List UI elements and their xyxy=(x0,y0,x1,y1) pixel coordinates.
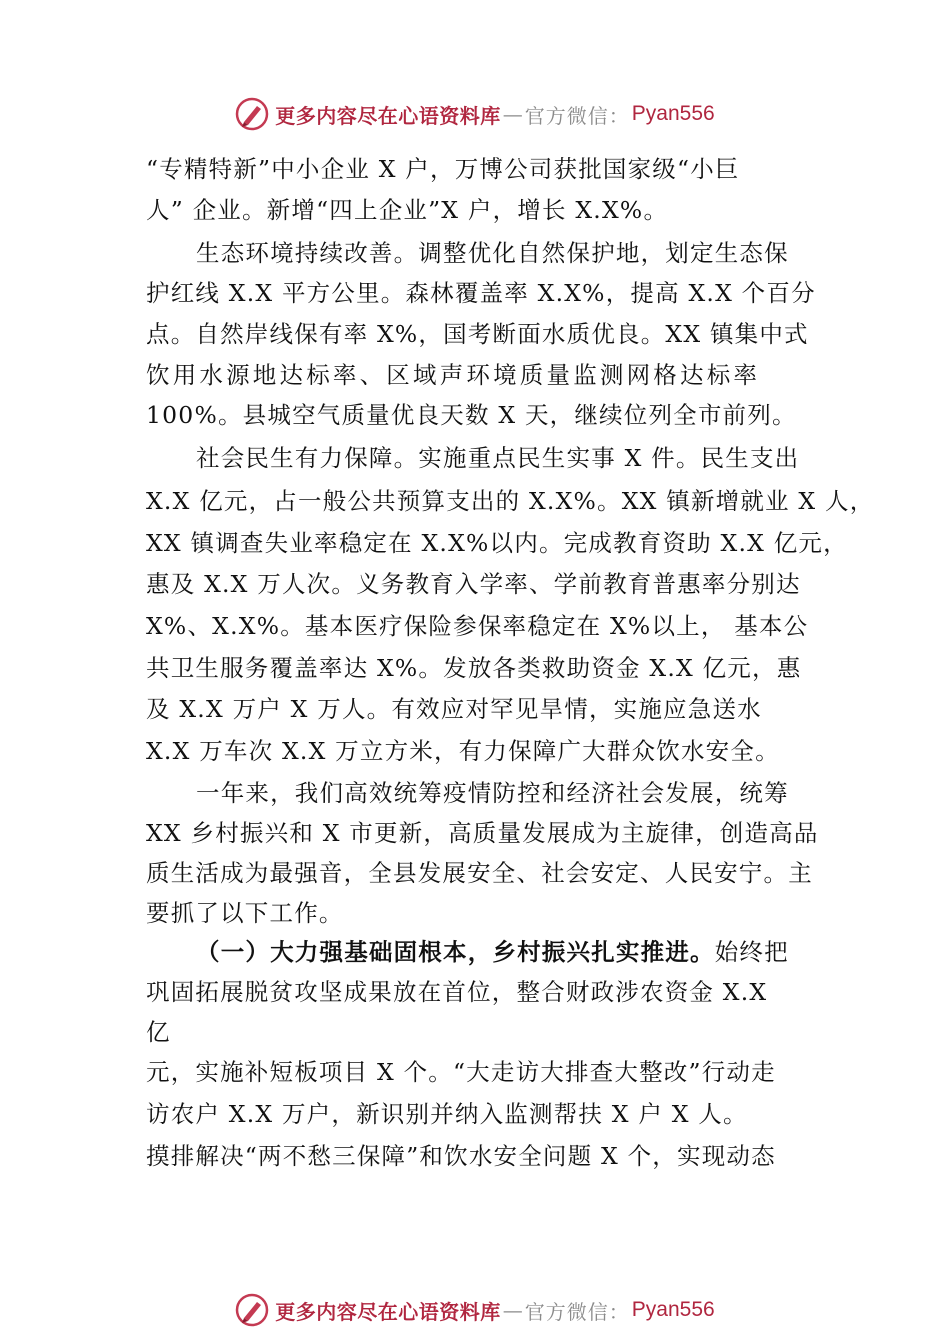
body-line: X%、X.X%。基本医疗保险参保率稳定在 X%以上， 基本公 xyxy=(146,612,809,640)
body-line: 社会民生有力保障。实施重点民生实事 X 件。民生支出 xyxy=(196,444,800,472)
section-heading: （一）大力强基础固根本，乡村振兴扎实推进。 xyxy=(196,938,715,966)
body-line: 元，实施补短板项目 X 个。“大走访大排查大整改”行动走 xyxy=(146,1058,776,1086)
body-line: 亿 xyxy=(146,1018,171,1046)
section-heading-line xyxy=(196,937,789,967)
body-line: 摸排解决“两不愁三保障”和饮水安全问题 X 个，实现动态 xyxy=(146,1142,776,1170)
body-line: 饮用水源地达标率、区域声环境质量监测网格达标率 xyxy=(146,361,761,389)
watermark-banner-top xyxy=(0,92,950,136)
watermark-id: Pyan556 xyxy=(631,102,715,125)
body-line: XX 乡村振兴和 X 市更新，高质量发展成为主旋律，创造高品 xyxy=(146,819,819,847)
body-text: 始终把 xyxy=(714,938,789,966)
body-line: 访农户 X.X 万户，新识别并纳入监测帮扶 X 户 X 人。 xyxy=(146,1100,748,1128)
body-line: 生态环境持续改善。调整优化自然保护地，划定生态保 xyxy=(196,239,789,267)
body-line: 一年来，我们高效统筹疫情防控和经济社会发展，统筹 xyxy=(196,779,789,807)
pen-seal-logo-icon xyxy=(235,97,269,131)
watermark-dash: — xyxy=(502,1298,523,1322)
watermark-id: Pyan556 xyxy=(631,1298,715,1321)
body-line: 质生活成为最强音，全县发展安全、社会安定、人民安宁。主 xyxy=(146,859,813,887)
watermark-banner-bottom xyxy=(0,1288,950,1332)
body-line: 要抓了以下工作。 xyxy=(146,899,344,927)
pen-seal-logo-icon xyxy=(235,1293,269,1327)
body-line: 100%。县城空气质量优良天数 X 天，继续位列全市前列。 xyxy=(146,401,797,429)
body-line: X.X 亿元，占一般公共预算支出的 X.X%。XX 镇新增就业 X 人， xyxy=(146,487,875,515)
watermark-title: 更多内容尽在心语资料库 xyxy=(275,1299,501,1324)
body-line: 人” 企业。新增“四上企业”X 户，增长 X.X%。 xyxy=(146,196,669,224)
body-line: “专精特新”中小企业 X 户，万博公司获批国家级“小巨 xyxy=(146,155,740,183)
body-line: 共卫生服务覆盖率达 X%。发放各类救助资金 X.X 亿元，惠 xyxy=(146,654,802,682)
watermark-sub: 官方微信： xyxy=(524,103,630,128)
body-line: 及 X.X 万户 X 万人。有效应对罕见旱情，实施应急送水 xyxy=(146,695,762,723)
body-line: XX 镇调查失业率稳定在 X.X%以内。完成教育资助 X.X 亿元， xyxy=(146,529,848,557)
watermark-sub: 官方微信： xyxy=(524,1299,630,1324)
body-line: 惠及 X.X 万人次。义务教育入学率、学前教育普惠率分别达 xyxy=(146,570,801,598)
body-line: 点。自然岸线保有率 X%，国考断面水质优良。XX 镇集中式 xyxy=(146,320,809,348)
watermark-dash: — xyxy=(502,102,523,126)
body-line: X.X 万车次 X.X 万立方米，有力保障广大群众饮水安全。 xyxy=(146,737,780,765)
watermark-title: 更多内容尽在心语资料库 xyxy=(275,103,501,128)
body-line: 巩固拓展脱贫攻坚成果放在首位，整合财政涉农资金 X.X xyxy=(146,978,768,1006)
body-line: 护红线 X.X 平方公里。森林覆盖率 X.X%，提高 X.X 个百分 xyxy=(146,279,816,307)
